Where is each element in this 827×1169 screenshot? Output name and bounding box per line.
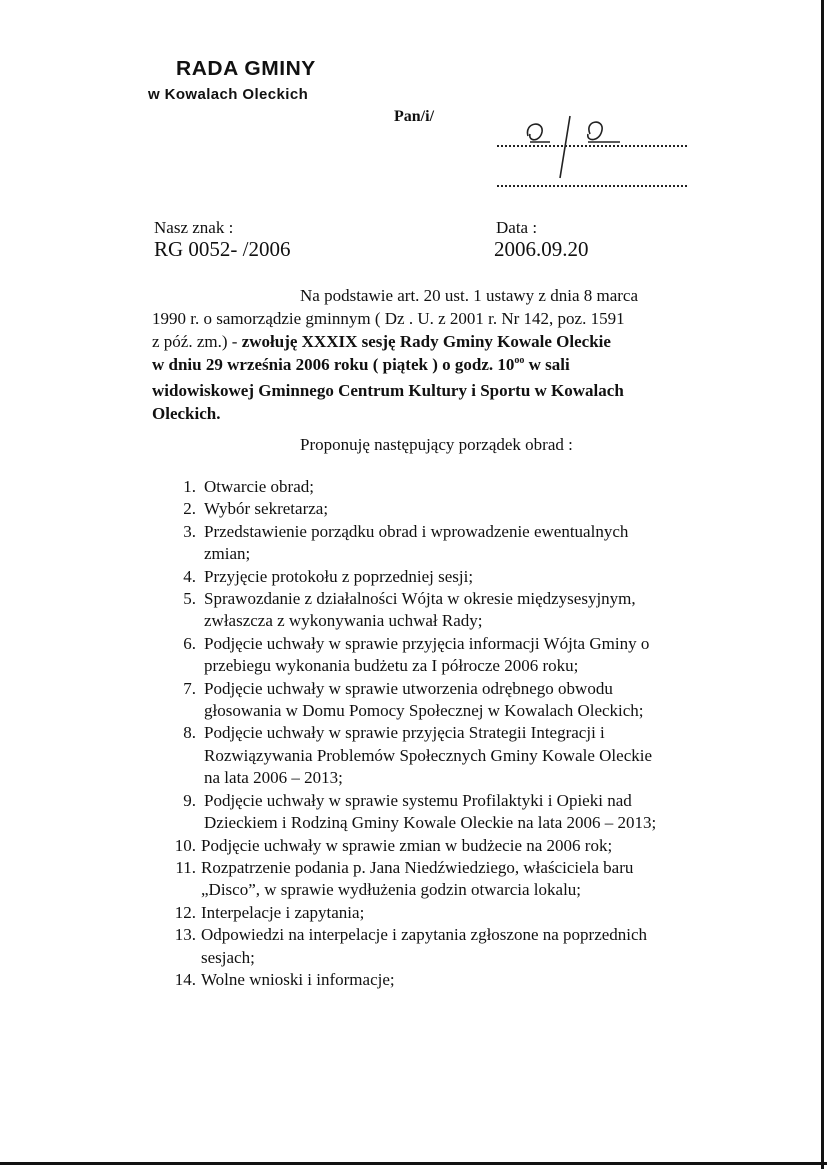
agenda-item-text: zmian; [204, 544, 251, 564]
agenda-item-number: 1. [183, 477, 196, 496]
agenda-intro: Proponuję następujący porządek obrad : [300, 435, 573, 454]
intro-line: Na podstawie art. 20 ust. 1 ustawy z dnia 8 marca [300, 286, 639, 305]
intro-line: w dniu 29 września 2006 roku ( piątek ) o godz. $10^{oo}$ w sali [152, 355, 570, 374]
agenda-item-text: Odpowiedzi na interpelacje i zapytania zgłoszone na poprzednich [201, 925, 648, 945]
agenda-item-number: 2. [183, 499, 196, 519]
agenda-item-text: Podjęcie uchwały w sprawie przyjęcia informacji Wójta Gminy o [204, 633, 650, 653]
recipient-line-2 [497, 185, 687, 187]
agenda-item-text: przebiegu wykonania budżetu za I półrocze 2006 roku; [204, 656, 579, 676]
intro-line: 1990 r. o samorządzie gminnym ( Dz . U. z 2001 r. Nr 142, poz. 1591 [152, 309, 625, 328]
agenda-item-text: zwłaszcza z wykonywania uchwał Rady; [204, 611, 483, 631]
agenda-item-number: 3. [183, 521, 196, 541]
agenda-item-text: Wolne wnioski i informacje; [201, 969, 395, 989]
agenda-item-text: Rozpatrzenie podania p. Jana Niedźwiedziego, właściciela baru [201, 857, 634, 877]
agenda-item [0, 924, 827, 969]
agenda-item-text: głosowania w Domu Pomocy Społecznej w Kowalach Oleckich; [204, 701, 644, 721]
agenda-item-text: na lata 2006 – 2013; [204, 768, 343, 788]
agenda-item [0, 566, 827, 588]
intro-convocation: zwołuję XXXIX sesję Rady Gminy Kowale Oleckie [237, 332, 611, 351]
agenda-item-text: Interpelacje i zapytania; [201, 902, 365, 922]
agenda-item-text: Podjęcie uchwały w sprawie przyjęcia Strategii Integracji i [204, 723, 605, 743]
agenda-item-number: 11. [175, 857, 196, 877]
handwritten-recipient [520, 112, 630, 182]
agenda-item-text: sesjach; [201, 947, 255, 967]
agenda-item-text: Dzieckiem i Rodziną Gminy Kowale Oleckie na lata 2006 – 2013; [204, 813, 657, 833]
letterhead-org-name: RADA GMINY [176, 58, 316, 80]
agenda-item-text: Podjęcie uchwały w sprawie utworzenia odrębnego obwodu [204, 678, 613, 698]
agenda-item [0, 588, 827, 633]
agenda-item-number: 8. [183, 723, 196, 743]
agenda-item-text: Wybór sekretarza; [204, 499, 329, 519]
agenda-item-text: „Disco”, w sprawie wydłużenia godzin otwarcia lokalu; [201, 880, 582, 900]
agenda-item-text: Sprawozdanie z działalności Wójta w okresie międzysesyjnym, [204, 589, 636, 609]
intro-line: Oleckich. [152, 404, 221, 423]
agenda-item-number: 10. [174, 835, 196, 855]
agenda-item [0, 633, 827, 678]
agenda-item-number: 14. [174, 969, 196, 989]
agenda-item-number: 9. [183, 790, 196, 810]
agenda-item-text: Przyjęcie protokołu z poprzedniej sesji; [204, 566, 474, 586]
agenda-item-text: Otwarcie obrad; [204, 477, 314, 496]
agenda-item-text: Przedstawienie porządku obrad i wprowadzenie ewentualnych [204, 521, 629, 541]
intro-paragraph [152, 284, 712, 425]
scan-edge-bottom [0, 1162, 827, 1165]
letterhead-org-location: w Kowalach Oleckich [148, 86, 309, 103]
agenda-list [0, 476, 827, 991]
agenda-item-number: 5. [183, 589, 196, 609]
agenda-item-number: 12. [174, 902, 196, 922]
agenda-item [0, 969, 827, 991]
recipient-line-1 [497, 145, 687, 147]
agenda-item [0, 902, 827, 924]
agenda-item [0, 835, 827, 857]
intro-line: widowiskowej Gminnego Centrum Kultury i Sportu w Kowalach [152, 381, 624, 400]
agenda-item-number: 4. [183, 566, 196, 586]
agenda-item-number: 13. [174, 925, 196, 945]
agenda-item [0, 521, 827, 566]
date-value: 2006.09.20 [494, 237, 589, 261]
date-label: Data : [496, 218, 538, 237]
reference-label: Nasz znak : [154, 218, 234, 237]
intro-line: z póź. zm.) - zwołuję XXXIX sesję Rady Gminy Kowale Oleckie [152, 332, 611, 351]
agenda-item [0, 857, 827, 902]
agenda-item-number: 7. [183, 678, 196, 698]
agenda-item-number: 6. [183, 633, 196, 653]
agenda-item-text: Podjęcie uchwały w sprawie systemu Profilaktyki i Opieki nad [204, 790, 632, 810]
agenda-item [0, 678, 827, 723]
agenda-item [0, 790, 827, 835]
agenda-item [0, 476, 827, 498]
agenda-item-text: Rozwiązywania Problemów Społecznych Gminy Kowale Oleckie [204, 745, 653, 765]
agenda-item [0, 722, 827, 789]
agenda-item [0, 498, 827, 520]
reference-value: RG 0052- /2006 [154, 237, 291, 261]
recipient-label: Pan/i/ [394, 108, 435, 125]
agenda-item-text: Podjęcie uchwały w sprawie zmian w budżecie na 2006 rok; [201, 835, 613, 855]
